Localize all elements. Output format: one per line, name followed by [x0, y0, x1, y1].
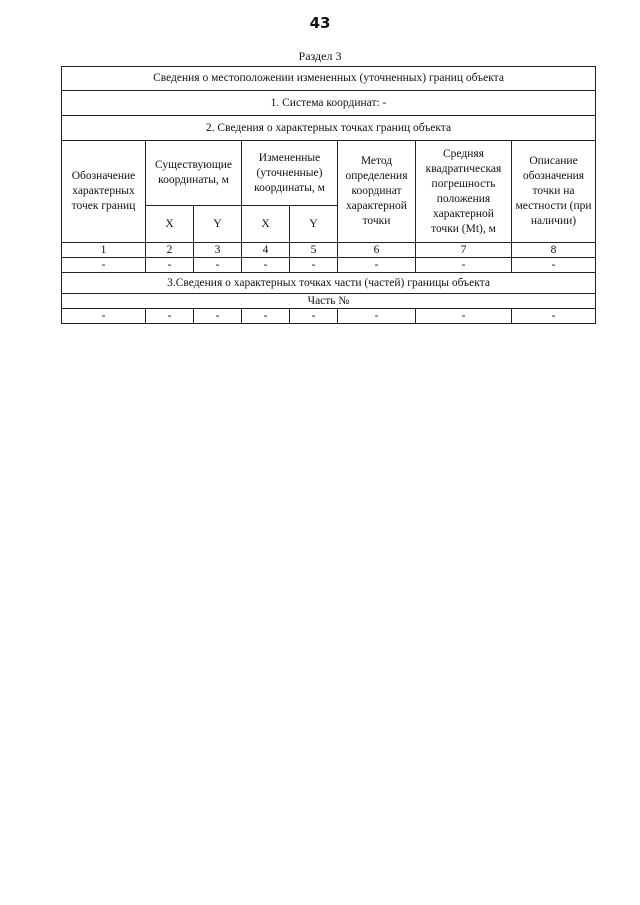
table-cell: - [416, 309, 512, 324]
header-existing-coords: Существующие координаты, м [146, 141, 242, 206]
section-label: Раздел 3 [298, 49, 342, 63]
header-error: Средняя квадратическая погрешность положения характерной точки (Mt), м [416, 141, 512, 243]
table-cell: - [290, 309, 338, 324]
table-cell: - [146, 309, 194, 324]
table-cell: - [146, 258, 194, 273]
coord-system-label: 1. Система координат: - [62, 91, 596, 116]
column-number: 3 [194, 243, 242, 258]
header-designation: Обозначение характерных точек границ [62, 141, 146, 243]
parts-data-row [62, 309, 596, 324]
table-cell: - [512, 309, 596, 324]
column-number: 7 [416, 243, 512, 258]
table-cell: - [194, 258, 242, 273]
table-cell: - [512, 258, 596, 273]
table-cell: - [416, 258, 512, 273]
column-number: 5 [290, 243, 338, 258]
header-row-1 [62, 141, 596, 206]
column-number: 1 [62, 243, 146, 258]
parts-heading-row [62, 273, 596, 294]
header-y-existing: Y [194, 206, 242, 243]
table-cell: - [242, 309, 290, 324]
table-cell: - [242, 258, 290, 273]
header-description: Описание обозначения точки на местности (при наличии) [512, 141, 596, 243]
header-x-existing: X [146, 206, 194, 243]
column-number: 8 [512, 243, 596, 258]
column-number: 6 [338, 243, 416, 258]
header-y-changed: Y [290, 206, 338, 243]
header-x-changed: X [242, 206, 290, 243]
table-cell: - [338, 258, 416, 273]
points-data-row [62, 258, 596, 273]
table-cell: - [338, 309, 416, 324]
column-numbers-row [62, 243, 596, 258]
table-title: Сведения о местоположении измененных (уточненных) границ объекта [62, 67, 596, 91]
table-cell: - [62, 258, 146, 273]
page-number: 43 [309, 14, 331, 32]
points-heading-row [62, 116, 596, 141]
header-changed-coords: Измененные (уточненные) координаты, м [242, 141, 338, 206]
table-cell: - [62, 309, 146, 324]
table-cell: - [290, 258, 338, 273]
parts-heading: 3.Сведения о характерных точках части (частей) границы объекта [62, 273, 596, 294]
coord-system-row [62, 91, 596, 116]
part-label-row [62, 294, 596, 309]
header-method: Метод определения координат характерной точки [338, 141, 416, 243]
table-title-row [62, 67, 596, 91]
column-number: 4 [242, 243, 290, 258]
column-number: 2 [146, 243, 194, 258]
points-heading: 2. Сведения о характерных точках границ объекта [62, 116, 596, 141]
boundary-points-table [61, 66, 596, 324]
table-cell: - [194, 309, 242, 324]
part-label: Часть № [62, 294, 596, 309]
